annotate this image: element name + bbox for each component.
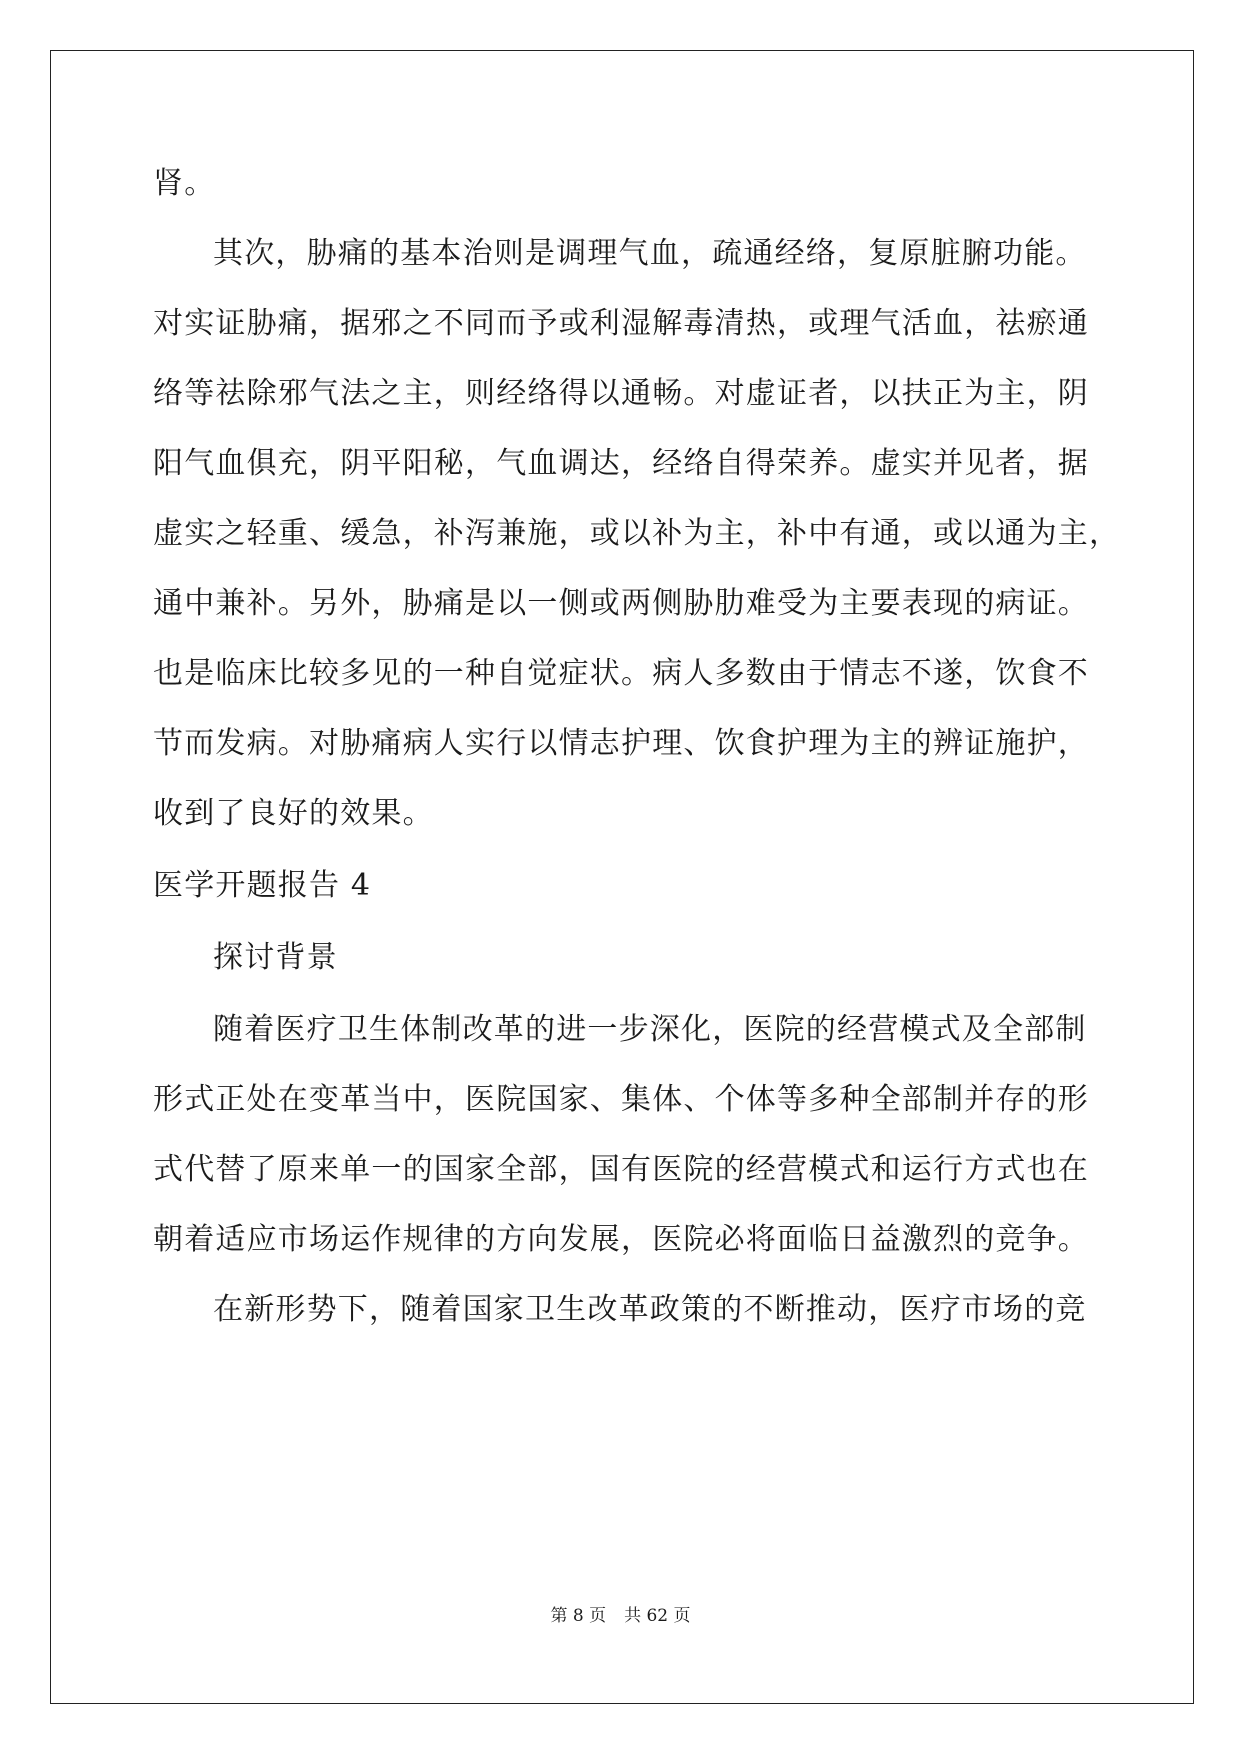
subheading: 探讨背景 — [213, 940, 338, 975]
section-heading: 医学开题报告 4 — [153, 868, 372, 903]
paragraph-start: 随着医疗卫生体制改革的进一步深化，医院的经营模式及全部制 — [213, 1012, 1087, 1047]
text-line: 虚实之轻重、缓急，补泻兼施，或以补为主，补中有通，或以通为主， — [153, 516, 1121, 551]
page-footer — [0, 1604, 1241, 1628]
text-line: 也是临床比较多见的一种自觉症状。病人多数由于情志不遂，饮食不 — [153, 656, 1089, 691]
text-line: 通中兼补。另外，胁痛是以一侧或两侧胁肋难受为主要表现的病证。 — [153, 586, 1089, 621]
paragraph-start: 在新形势下，随着国家卫生改革政策的不断推动，医疗市场的竞 — [213, 1292, 1087, 1327]
paragraph-start: 其次，胁痛的基本治则是调理气血，疏通经络，复原脏腑功能。 — [213, 236, 1087, 271]
text-line: 对实证胁痛，据邪之不同而予或利湿解毒清热，或理气活血，祛瘀通 — [153, 306, 1089, 341]
text-line: 收到了良好的效果。 — [153, 796, 434, 831]
text-line: 阳气血俱充，阴平阳秘，气血调达，经络自得荣养。虚实并见者，据 — [153, 446, 1089, 481]
text-line: 肾。 — [153, 166, 216, 201]
text-line: 式代替了原来单一的国家全部，国有医院的经营模式和运行方式也在 — [153, 1152, 1089, 1187]
text-line: 朝着适应市场运作规律的方向发展，医院必将面临日益激烈的竞争。 — [153, 1222, 1089, 1257]
text-line: 络等祛除邪气法之主，则经络得以通畅。对虚证者，以扶正为主，阴 — [153, 376, 1089, 411]
text-line: 形式正处在变革当中，医院国家、集体、个体等多种全部制并存的形 — [153, 1082, 1089, 1117]
text-line: 节而发病。对胁痛病人实行以情志护理、饮食护理为主的辨证施护， — [153, 726, 1089, 761]
page-number: 第 8 页 — [550, 1606, 607, 1626]
page-total: 共 62 页 — [624, 1606, 691, 1626]
